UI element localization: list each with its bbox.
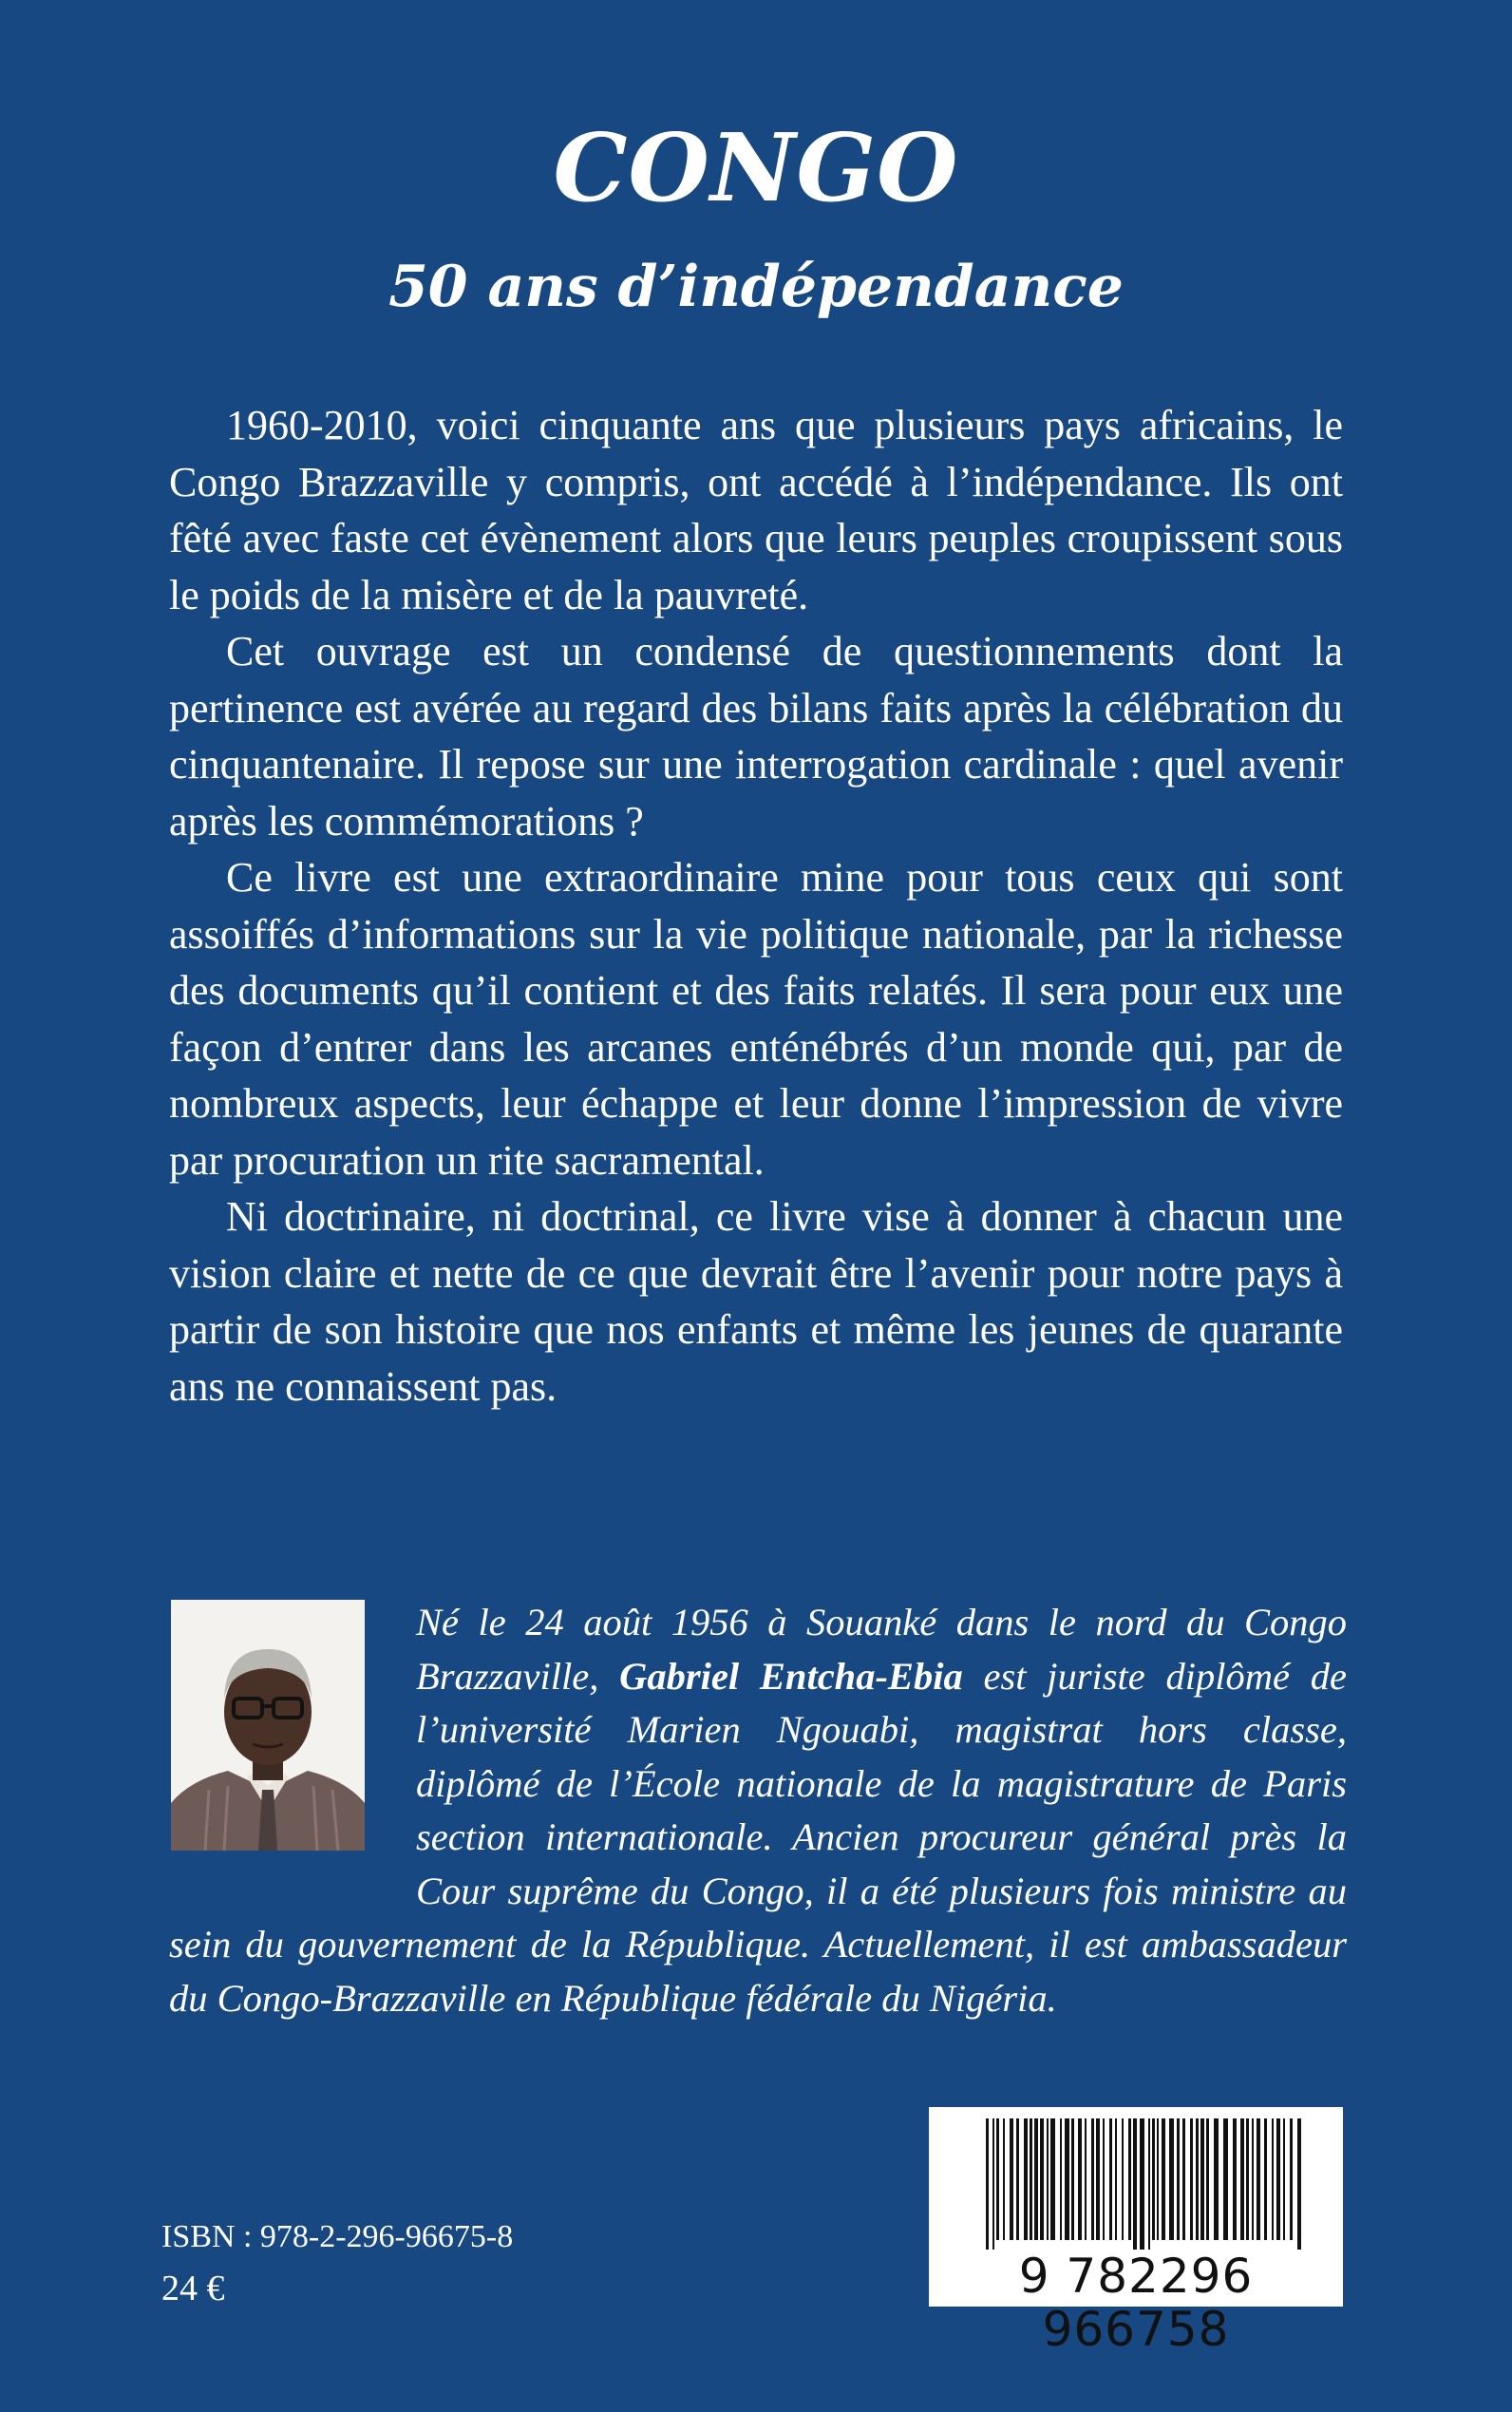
barcode-bar — [1246, 2118, 1249, 2240]
barcode-bar — [1085, 2118, 1087, 2240]
barcode-bar — [1096, 2118, 1100, 2240]
barcode-bar — [1177, 2118, 1180, 2240]
barcode-bar — [1233, 2118, 1237, 2240]
barcode-bar — [1060, 2118, 1062, 2240]
barcode-bar — [1157, 2118, 1159, 2240]
barcode-bar — [1223, 2118, 1228, 2240]
barcode-bar — [1182, 2118, 1185, 2240]
barcode-bar — [1272, 2118, 1274, 2240]
barcode-bar — [1206, 2118, 1209, 2240]
barcode-bar — [1190, 2118, 1193, 2240]
summary-text — [169, 397, 1343, 1415]
barcode-bar — [1040, 2118, 1044, 2240]
summary-paragraph: Ce livre est une extraordinaire mine pour tous ceux qui sont assoiffés d’informations sur la vie politique nationale, par la richesse des documents qu’il contient et des faits relatés. Il sera pour eux une façon d’entrer dans les arcanes enténébrés d’un monde qui, par de nombreux aspects, leur échappe et leur donne l’impression de vivre par procuration un rite sacramental. — [169, 854, 1343, 1184]
barcode-bar — [1252, 2118, 1254, 2240]
barcode-bar — [1133, 2118, 1137, 2250]
barcode-bar — [1128, 2118, 1131, 2240]
barcode-bar — [992, 2118, 994, 2250]
summary-paragraph: 1960-2010, voici cinquante ans que plusieurs pays africains, le Congo Brazzaville y compris, ont accédé à l’indépendance. Ils ont fêté avec faste cet évènement alors que leurs peuples croupissent sous le poids de la misère et de la pauvreté. — [169, 402, 1343, 618]
author-bio — [169, 1596, 1347, 2025]
barcode-bar — [1196, 2118, 1199, 2240]
summary-paragraph: Cet ouvrage est un condensé de questionnements dont la pertinence est avérée au regard des bilans faits après la célébration du cinquantenaire. Il repose sur une interrogation cardinale : quel avenir après les commémorations ? — [169, 628, 1343, 845]
barcode-bar — [1109, 2118, 1112, 2240]
price: 24 € — [161, 2269, 225, 2308]
barcode-bar — [1065, 2118, 1069, 2240]
barcode-bar — [1264, 2118, 1267, 2240]
barcode-bar — [1276, 2118, 1280, 2240]
barcode-bar — [1140, 2118, 1144, 2250]
barcode — [929, 2107, 1343, 2357]
barcode-bar — [1047, 2118, 1049, 2240]
barcode-bars-icon — [929, 2107, 1343, 2250]
barcode-bar — [1283, 2118, 1285, 2240]
barcode-bar — [1122, 2118, 1124, 2240]
barcode-bar — [1071, 2118, 1074, 2240]
barcode-bar — [1214, 2118, 1219, 2240]
author-bio-text: est juriste diplômé de l’université Marien Ngouabi, magistrat hors classe, diplômé de l’École nationale de la magistrature de Paris section internationale. Ancien procureur général près la Cour suprême du Congo, il a été plusieurs fois ministre au sein du gouvernement de la République. Actuellement, il est ambassadeur du Congo-Brazzaville en République fédérale du Nigéria. — [169, 1654, 1348, 2020]
barcode-bar — [1162, 2118, 1165, 2240]
barcode-bar — [1103, 2118, 1105, 2240]
author-bio-intro: Né le 24 août 1956 à Souanké dans le nord du Congo Brazzaville, — [416, 1601, 1347, 1698]
barcode-bar — [1003, 2118, 1005, 2240]
barcode-bar — [1030, 2118, 1032, 2240]
book-title: CONGO — [553, 114, 959, 223]
barcode-bar — [1091, 2118, 1094, 2240]
isbn: ISBN : 978-2-296-96675-8 — [161, 2219, 514, 2254]
author-name: Gabriel Entcha-Ebia — [619, 1654, 963, 1698]
barcode-bar — [1016, 2118, 1019, 2240]
barcode-bar — [1200, 2118, 1204, 2240]
barcode-bar — [986, 2118, 989, 2250]
barcode-bar — [1034, 2118, 1038, 2240]
barcode-bar — [1240, 2118, 1244, 2240]
barcode-bar — [1169, 2118, 1174, 2240]
barcode-bar — [1257, 2118, 1260, 2240]
summary-paragraph: Ni doctrinaire, ni doctrinal, ce livre vise à donner à chacun une vision claire et nette de ce que devrait être l’avenir pour notre pays à partir de son histoire que nos enfants et même les jeunes de quarante ans ne connaissent pas. — [169, 1193, 1343, 1410]
barcode-bar — [1290, 2118, 1293, 2240]
barcode-bar — [1078, 2118, 1082, 2240]
barcode-bar — [1115, 2118, 1117, 2240]
barcode-bar — [1050, 2118, 1055, 2240]
barcode-bar — [1024, 2118, 1028, 2240]
barcode-digits: 9 782296 966758 — [1018, 2249, 1254, 2357]
barcode-bar — [1148, 2118, 1150, 2250]
barcode-bar — [1010, 2118, 1013, 2240]
barcode-bar — [1297, 2118, 1301, 2250]
barcode-bar — [1152, 2118, 1155, 2240]
book-subtitle: 50 ans d’indépendance — [388, 254, 1124, 320]
barcode-bar — [996, 2118, 999, 2240]
